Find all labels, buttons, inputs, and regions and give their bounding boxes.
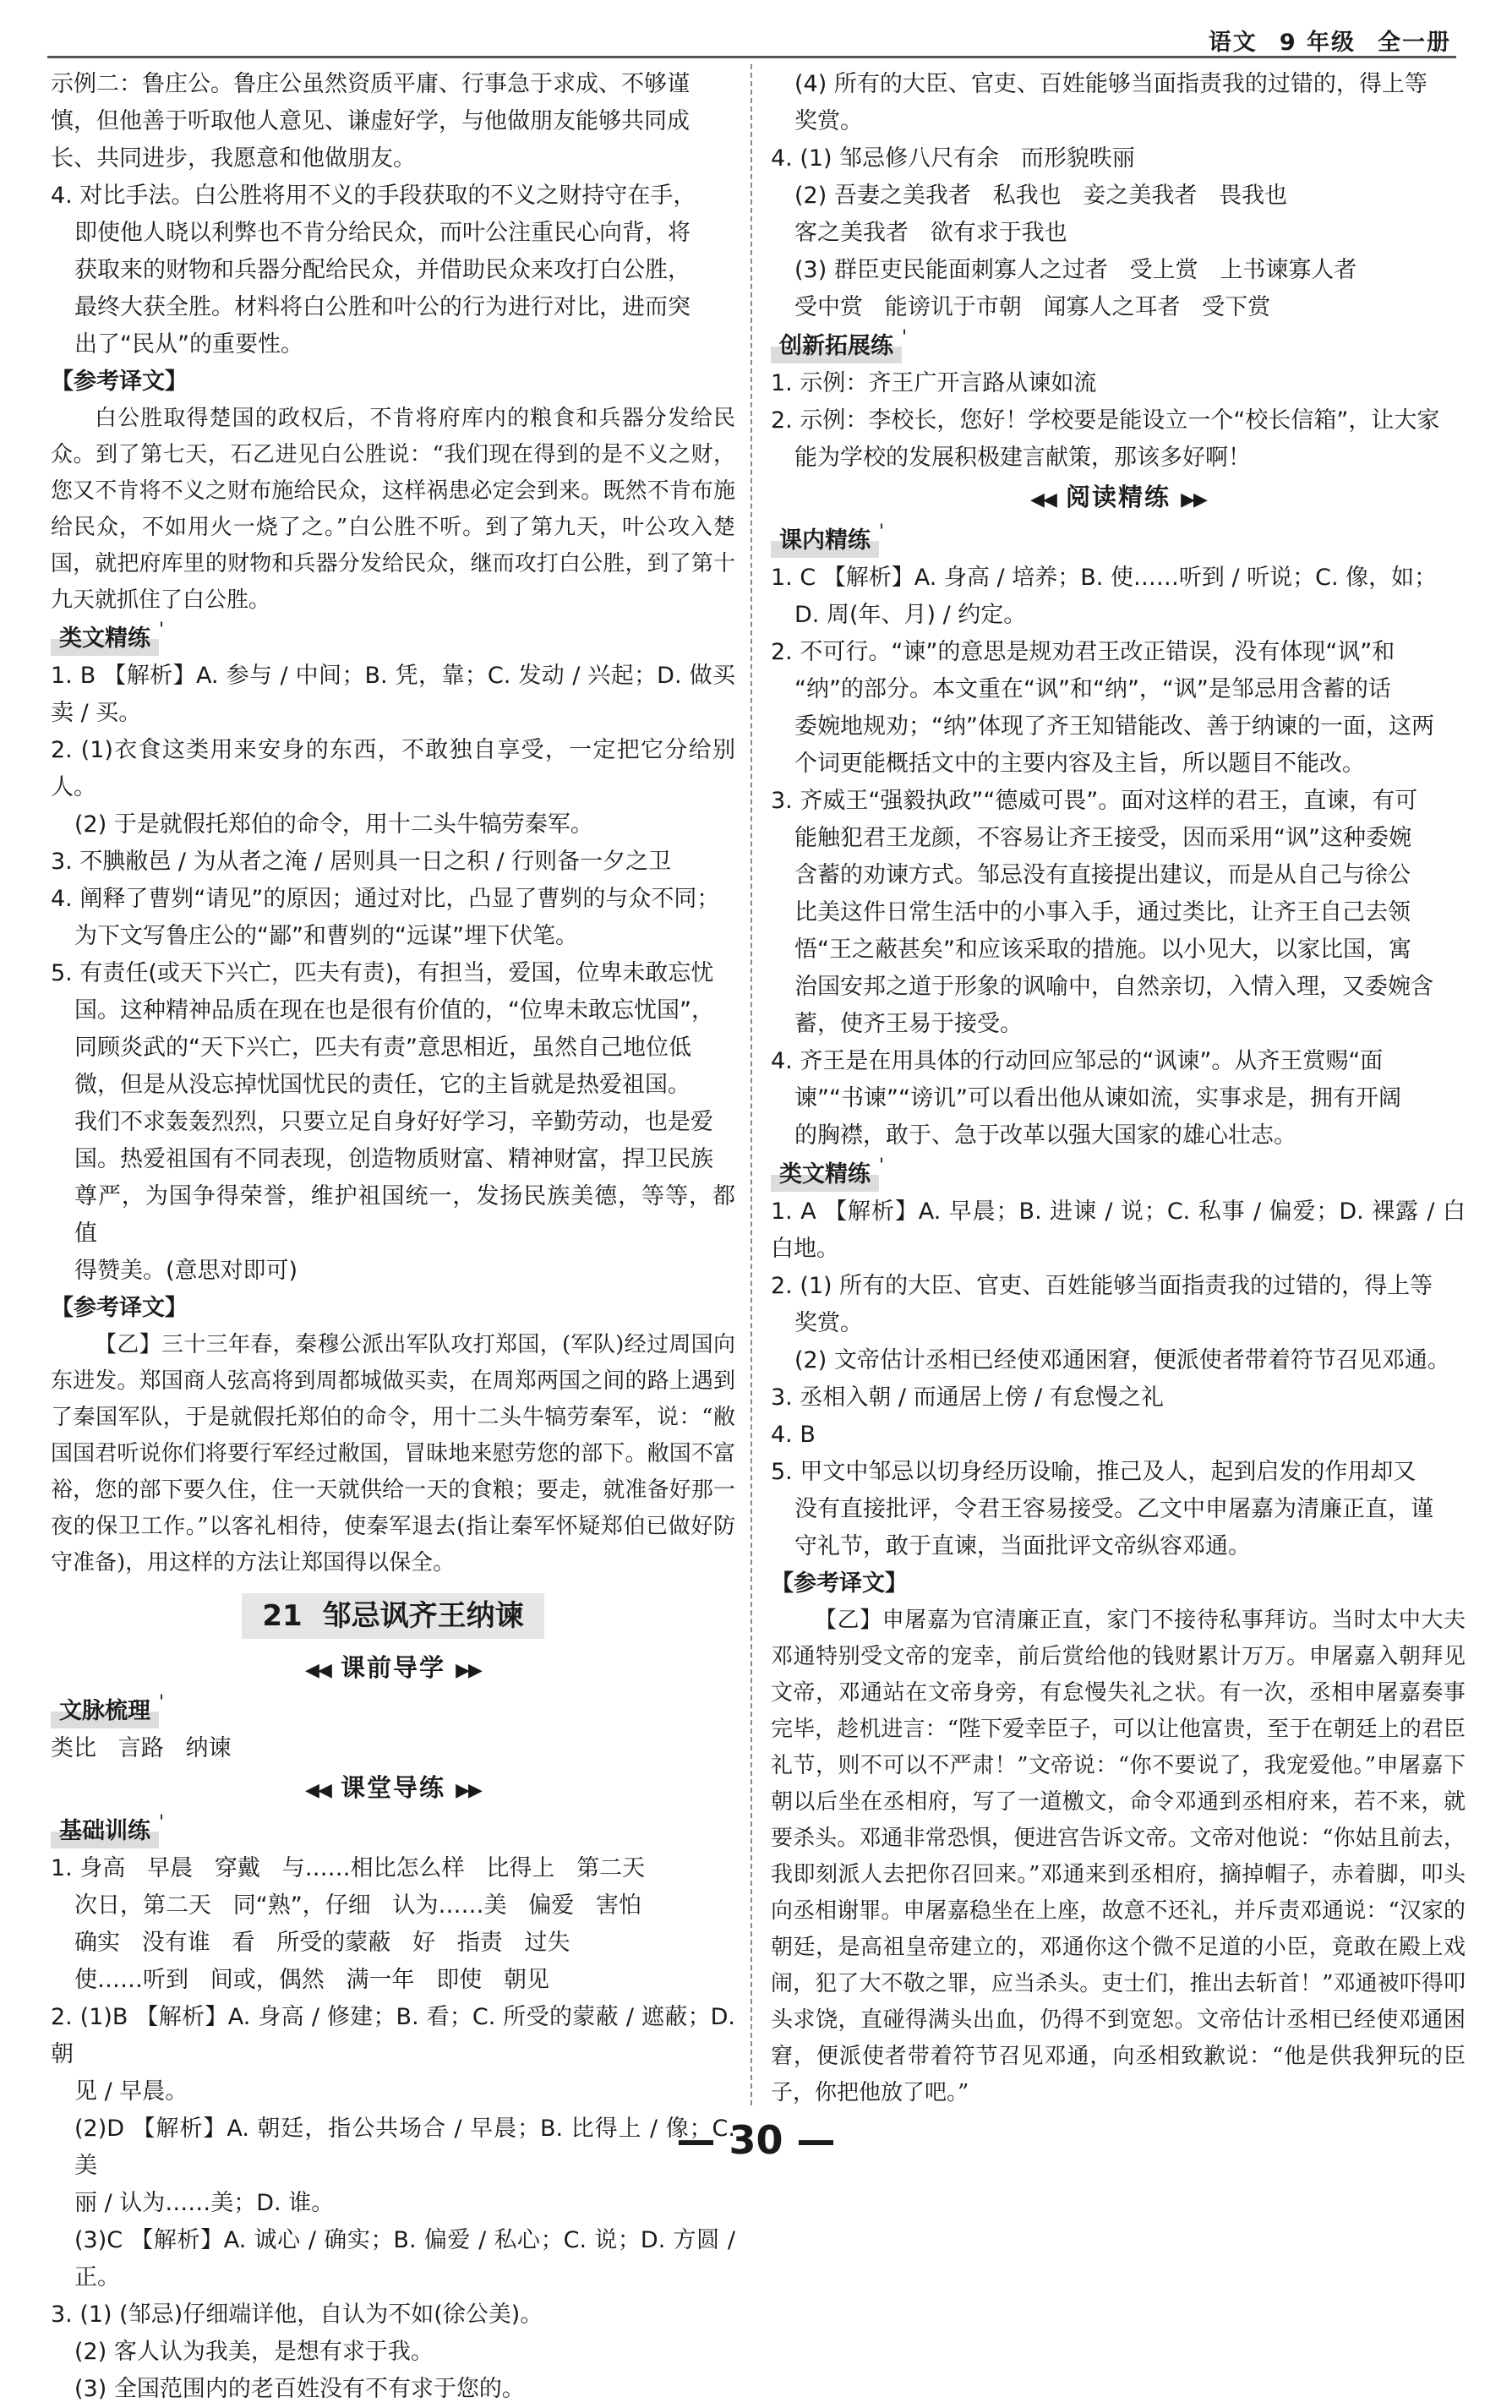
reference-translation-heading: 【参考译文】 bbox=[51, 1295, 188, 1321]
reference-translation-heading: 【参考译文】 bbox=[51, 369, 188, 395]
outline-keywords: 类比 言路 纳谏 bbox=[51, 1735, 232, 1761]
text-line: 没有直接批评，令君王容易接受。乙文中申屠嘉为清廉正直，谨 bbox=[794, 1496, 1433, 1522]
text-line: 蓄，使齐王易于接受。 bbox=[794, 1011, 1023, 1037]
arrow-right-icon: ▶▶ bbox=[1181, 489, 1206, 511]
answer-2: 2. 不可行。“谏”的意思是规劝君王改正错误，没有体现“讽”和 bbox=[771, 639, 1395, 665]
section-heading: 类文精练 ' bbox=[51, 622, 159, 656]
header-subject: 语文 bbox=[1208, 29, 1258, 56]
page-number: — 30 — bbox=[676, 2117, 836, 2163]
text-line: (4) 所有的大臣、官吏、百姓能够当面指责我的过错的，得上等 bbox=[794, 71, 1427, 97]
text-line: 丽 / 认为……美；D. 谁。 bbox=[74, 2190, 335, 2216]
header-rule bbox=[47, 56, 1456, 58]
subsection-title bbox=[771, 477, 1466, 521]
text-line: (2) 吾妻之美我者 私我也 妾之美我者 畏我也 bbox=[794, 183, 1288, 209]
answer-1: 1. B 【解析】A. 参与 / 中间；B. 凭，靠；C. 发动 / 兴起；D. 做买卖 / 买。 bbox=[51, 663, 735, 726]
text-line: 我们不求轰轰烈烈，只要立足自身好好学习，辛勤劳动，也是爱 bbox=[74, 1109, 713, 1135]
reference-translation: 【乙】三十三年春，秦穆公派出军队攻打郑国，(军队)经过周国向东进发。郑国商人弦高将到周都城做买卖，在周郑两国之间的路上遇到了秦国军队，于是就假托郑伯的命令，用十二头牛犒劳秦军，说：“敝国国君听说你们将要行军经过敝国，冒昧地来慰劳您的部下。敝国不富裕，您的部下要久住，住一天就供给一天的食粮；要走，就准备好那一夜的保卫工作。”以客礼相待，使秦军退去(指让秦军怀疑郑伯已做好防守准备)，用这样的方法让郑国得以保全。 bbox=[51, 1332, 735, 1575]
subsection-title-text: 课堂导练 bbox=[340, 1773, 445, 1802]
column-divider bbox=[751, 64, 752, 2105]
answer-2: 2. 示例：李校长，您好！学校要是能设立一个“校长信箱”，让大家 bbox=[771, 407, 1440, 434]
header-grade: 9 年级 bbox=[1279, 29, 1356, 56]
answer-3: 3. 不腆敝邑 / 为从者之淹 / 居则具一日之积 / 行则备一夕之卫 bbox=[51, 849, 672, 875]
text-line: 为下文写鲁庄公的“鄙”和曹刿的“远谋”埋下伏笔。 bbox=[74, 923, 578, 949]
section-heading: 文脉梳理 ' bbox=[51, 1695, 159, 1728]
section-heading: 基础训练 ' bbox=[51, 1815, 159, 1848]
answer-2: 2. (1) 所有的大臣、官吏、百姓能够当面指责我的过错的，得上等 bbox=[771, 1273, 1433, 1299]
answer-5: 5. 甲文中邹忌以切身经历设喻，推己及人，起到启发的作用却又 bbox=[771, 1459, 1416, 1485]
lesson-number: 21 bbox=[262, 1599, 303, 1633]
text-line: 个词更能概括文中的主要内容及主旨，所以题目不能改。 bbox=[794, 751, 1365, 777]
answer-2: 2. (1)衣食这类用来安身的东西，不敢独自享受，一定把它分给别人。 bbox=[51, 737, 735, 800]
text-line: 同顾炎武的“天下兴亡，匹夫有责”意思相近，虽然自己地位低 bbox=[74, 1035, 691, 1061]
reference-translation: 白公胜取得楚国的政权后，不肯将府库内的粮食和兵器分发给民众。到了第七天，石乙进见白公胜说：“我们现在得到的是不义之财，您又不肯将不义之财布施给民众，这样祸患必定会到来。既然不肯布施给民众，不如用火一烧了之。”白公胜不听。到了第九天，叶公攻入楚国，就把府库里的财物和兵器分发给民众，继而攻打白公胜，到了第十九天就抓住了白公胜。 bbox=[51, 406, 735, 613]
answer-4: 4. (1) 邹忌修八尺有余 而形貌昳丽 bbox=[771, 145, 1135, 172]
answer-3: 3. (1) (邹忌)仔细端详他，自认为不如(徐公美)。 bbox=[51, 2302, 543, 2328]
text-line: (2) 文帝估计丞相已经使邓通困窘，便派使者带着符节召见邓通。 bbox=[794, 1347, 1450, 1373]
text-line: 国。热爱祖国有不同表现，创造物质财富、精神财富，捍卫民族 bbox=[74, 1146, 713, 1172]
text-line: 委婉地规劝；“纳”体现了齐王知错能改、善于纳谏的一面，这两 bbox=[794, 713, 1434, 740]
text-line: 能触犯君王龙颜，不容易让齐王接受，因而采用“讽”这种委婉 bbox=[794, 825, 1411, 851]
text-line: 能为学校的发展积极建言献策，那该多好啊！ bbox=[794, 445, 1251, 471]
text-line: 出了“民从”的重要性。 bbox=[74, 331, 303, 358]
header-volume: 全一册 bbox=[1378, 29, 1451, 56]
section-heading: 类文精练 ' bbox=[771, 1158, 879, 1192]
text-line: 示例二：鲁庄公。鲁庄公虽然资质平庸、行事急于求成、不够谨 bbox=[51, 71, 690, 97]
answer-2: 2. (1)B 【解析】A. 身高 / 修建；B. 看；C. 所受的蒙蔽 / 遮蔽；D. 朝 bbox=[51, 2004, 735, 2067]
answer-4: 4. 对比手法。白公胜将用不义的手段获取的不义之财持守在手， bbox=[51, 183, 696, 209]
text-line: 次日，第二天 同“熟”，仔细 认为……美 偏爱 害怕 bbox=[74, 1892, 641, 1919]
answer-3: 3. 丞相入朝 / 而通居上傍 / 有怠慢之礼 bbox=[771, 1384, 1164, 1411]
arrow-right-icon: ▶▶ bbox=[456, 1660, 481, 1681]
text-line: 谏”“书谏”“谤讥”可以看出他从谏如流，实事求是，拥有开阔 bbox=[794, 1085, 1401, 1111]
text-line: 治国安邦之道于形象的讽喻中，自然亲切，入情入理，又委婉含 bbox=[794, 974, 1433, 1000]
text-line: (3) 群臣吏民能面刺寡人之过者 受上赏 上书谏寡人者 bbox=[794, 257, 1357, 283]
text-line: 奖赏。 bbox=[794, 108, 863, 134]
reference-translation: 【乙】申屠嘉为官清廉正直，家门不接待私事拜访。当时太中大夫邓通特别受文帝的宠幸，前后赏给他的钱财累计万万。申屠嘉入朝拜见文帝，邓通站在文帝身旁，有怠慢失礼之状。有一次，丞相申屠嘉奏事完毕，趁机进言：“陛下爱幸臣子，可以让他富贵，至于在朝廷上的君臣礼节，则不可以不严肃！”文帝说：“你不要说了，我宠爱他。”申屠嘉下朝以后坐在丞相府，写了一道檄文，命令邓通到丞相府来，若不来，就要杀头。邓通非常恐惧，便进宫告诉文帝。文帝对他说：“你姑且前去，我即刻派人去把你召回来。”邓通来到丞相府，摘掉帽子，赤着脚，叩头向丞相谢罪。申屠嘉稳坐在上座，故意不还礼，并斥责邓通说：“汉家的朝廷，是高祖皇帝建立的，邓通你这个微不足道的小臣，竟敢在殿上戏闹，犯了大不敬之罪，应当杀头。吏士们，推出去斩首！”邓通被吓得叩头求饶，直碰得满头出血，仍得不到宽恕。文帝估计丞相已经使邓通困窘，便派使者带着符节召见邓通，向丞相致歉说：“他是供我狎玩的臣子，你把他放了吧。” bbox=[771, 1608, 1466, 2105]
text-line: 的胸襟，敢于、急于改革以强大国家的雄心壮志。 bbox=[794, 1122, 1296, 1149]
arrow-left-icon: ◀◀ bbox=[305, 1780, 330, 1801]
left-column bbox=[51, 66, 735, 2408]
reference-translation-heading: 【参考译文】 bbox=[771, 1570, 908, 1597]
text-line: 含蓄的劝谏方式。邹忌没有直接提出建议，而是从自己与徐公 bbox=[794, 862, 1411, 888]
text-line: (2) 于是就假托郑伯的命令，用十二头牛犒劳秦军。 bbox=[74, 811, 593, 838]
answer-1: 1. C 【解析】A. 身高 / 培养；B. 使……听到 / 听说；C. 像，如； bbox=[771, 565, 1438, 591]
text-line: 尊严，为国争得荣誉，维护祖国统一，发扬民族美德，等等，都值 bbox=[74, 1183, 735, 1247]
text-line: (3) 全国范围内的老百姓没有不有求于您的。 bbox=[74, 2376, 525, 2402]
text-line: 受中赏 能谤讥于市朝 闻寡人之耳者 受下赏 bbox=[794, 294, 1271, 320]
text-line: 最终大获全胜。材料将白公胜和叶公的行为进行对比，进而突 bbox=[74, 294, 690, 320]
answer-4: 4. B bbox=[771, 1422, 816, 1448]
text-line: (2) 客人认为我美，是想有求于我。 bbox=[74, 2339, 434, 2365]
lesson-name: 邹忌讽齐王纳谏 bbox=[322, 1599, 524, 1633]
answer-1: 1. A 【解析】A. 早晨；B. 进谏 / 说；C. 私事 / 偏爱；D. 裸露 / 白白地。 bbox=[771, 1199, 1466, 1262]
right-column bbox=[771, 66, 1466, 2111]
answer-4: 4. 齐王是在用具体的行动回应邹忌的“讽谏”。从齐王赏赐“面 bbox=[771, 1048, 1384, 1074]
answer-1: 1. 示例：齐王广开言路从谏如流 bbox=[771, 370, 1097, 396]
text-line: 获取来的财物和兵器分配给民众，并借助民众来攻打白公胜， bbox=[74, 257, 690, 283]
subsection-title-text: 课前导学 bbox=[340, 1653, 445, 1682]
subsection-title bbox=[51, 1767, 735, 1811]
page-header bbox=[1209, 19, 1451, 61]
text-line: 确实 没有谁 看 所受的蒙蔽 好 指责 过失 bbox=[74, 1930, 570, 1956]
arrow-left-icon: ◀◀ bbox=[1030, 489, 1056, 511]
text-line: 悟“王之蔽甚矣”和应该采取的措施。以小见大，以家比国，寓 bbox=[794, 936, 1411, 963]
text-line: 客之美我者 欲有求于我也 bbox=[794, 220, 1067, 246]
answer-5: 5. 有责任(或天下兴亡，匹夫有责)，有担当，爱国，位卑未敢忘忧 bbox=[51, 960, 714, 986]
section-heading: 创新拓展练 ' bbox=[771, 330, 902, 363]
text-line: 使……听到 间或，偶然 满一年 即使 朝见 bbox=[74, 1967, 549, 1993]
text-line: 守礼节，敢于直谏，当面批评文帝纵容邓通。 bbox=[794, 1533, 1251, 1559]
text-line: (2)D 【解析】A. 朝廷，指公共场合 / 早晨；B. 比得上 / 像；C. 美 bbox=[74, 2116, 735, 2179]
arrow-right-icon: ▶▶ bbox=[456, 1780, 481, 1801]
text-line: 比美这件日常生活中的小事入手，通过类比，让齐王自己去领 bbox=[794, 899, 1411, 926]
answer-4: 4. 阐释了曹刿“请见”的原因；通过对比，凸显了曹刿的与众不同； bbox=[51, 886, 720, 912]
text-line: 即使他人晓以利弊也不肯分给民众，而叶公注重民心向背，将 bbox=[74, 220, 690, 246]
text-line: 得赞美。(意思对即可) bbox=[74, 1258, 298, 1284]
answer-3: 3. 齐威王“强毅执政”“德威可畏”。面对这样的君王，直谏，有可 bbox=[771, 788, 1418, 814]
subsection-title bbox=[51, 1647, 735, 1691]
text-line: (3)C 【解析】A. 诚心 / 确实；B. 偏爱 / 私心；C. 说；D. 方圆 / 正。 bbox=[74, 2227, 735, 2291]
answer-1: 1. 身高 早晨 穿戴 与……相比怎么样 比得上 第二天 bbox=[51, 1855, 646, 1881]
text-line: 长、共同进步，我愿意和他做朋友。 bbox=[51, 145, 416, 172]
text-line: 慎，但他善于听取他人意见、谦虚好学，与他做朋友能够共同成 bbox=[51, 108, 690, 134]
text-line: 奖赏。 bbox=[794, 1310, 863, 1336]
lesson-title bbox=[51, 1593, 735, 1639]
text-line: 国。这种精神品质在现在也是很有价值的，“位卑未敢忘忧国”， bbox=[74, 997, 714, 1024]
section-heading: 课内精练 ' bbox=[771, 524, 879, 558]
text-line: “纳”的部分。本文重在“讽”和“纳”，“讽”是邹忌用含蓄的话 bbox=[794, 676, 1391, 702]
text-line: 见 / 早晨。 bbox=[74, 2078, 188, 2105]
arrow-left-icon: ◀◀ bbox=[305, 1660, 330, 1681]
text-line: 微，但是从没忘掉忧国忧民的责任，它的主旨就是热爱祖国。 bbox=[74, 1072, 690, 1098]
text-line: D. 周(年、月) / 约定。 bbox=[794, 602, 1027, 628]
subsection-title-text: 阅读精练 bbox=[1065, 483, 1171, 511]
